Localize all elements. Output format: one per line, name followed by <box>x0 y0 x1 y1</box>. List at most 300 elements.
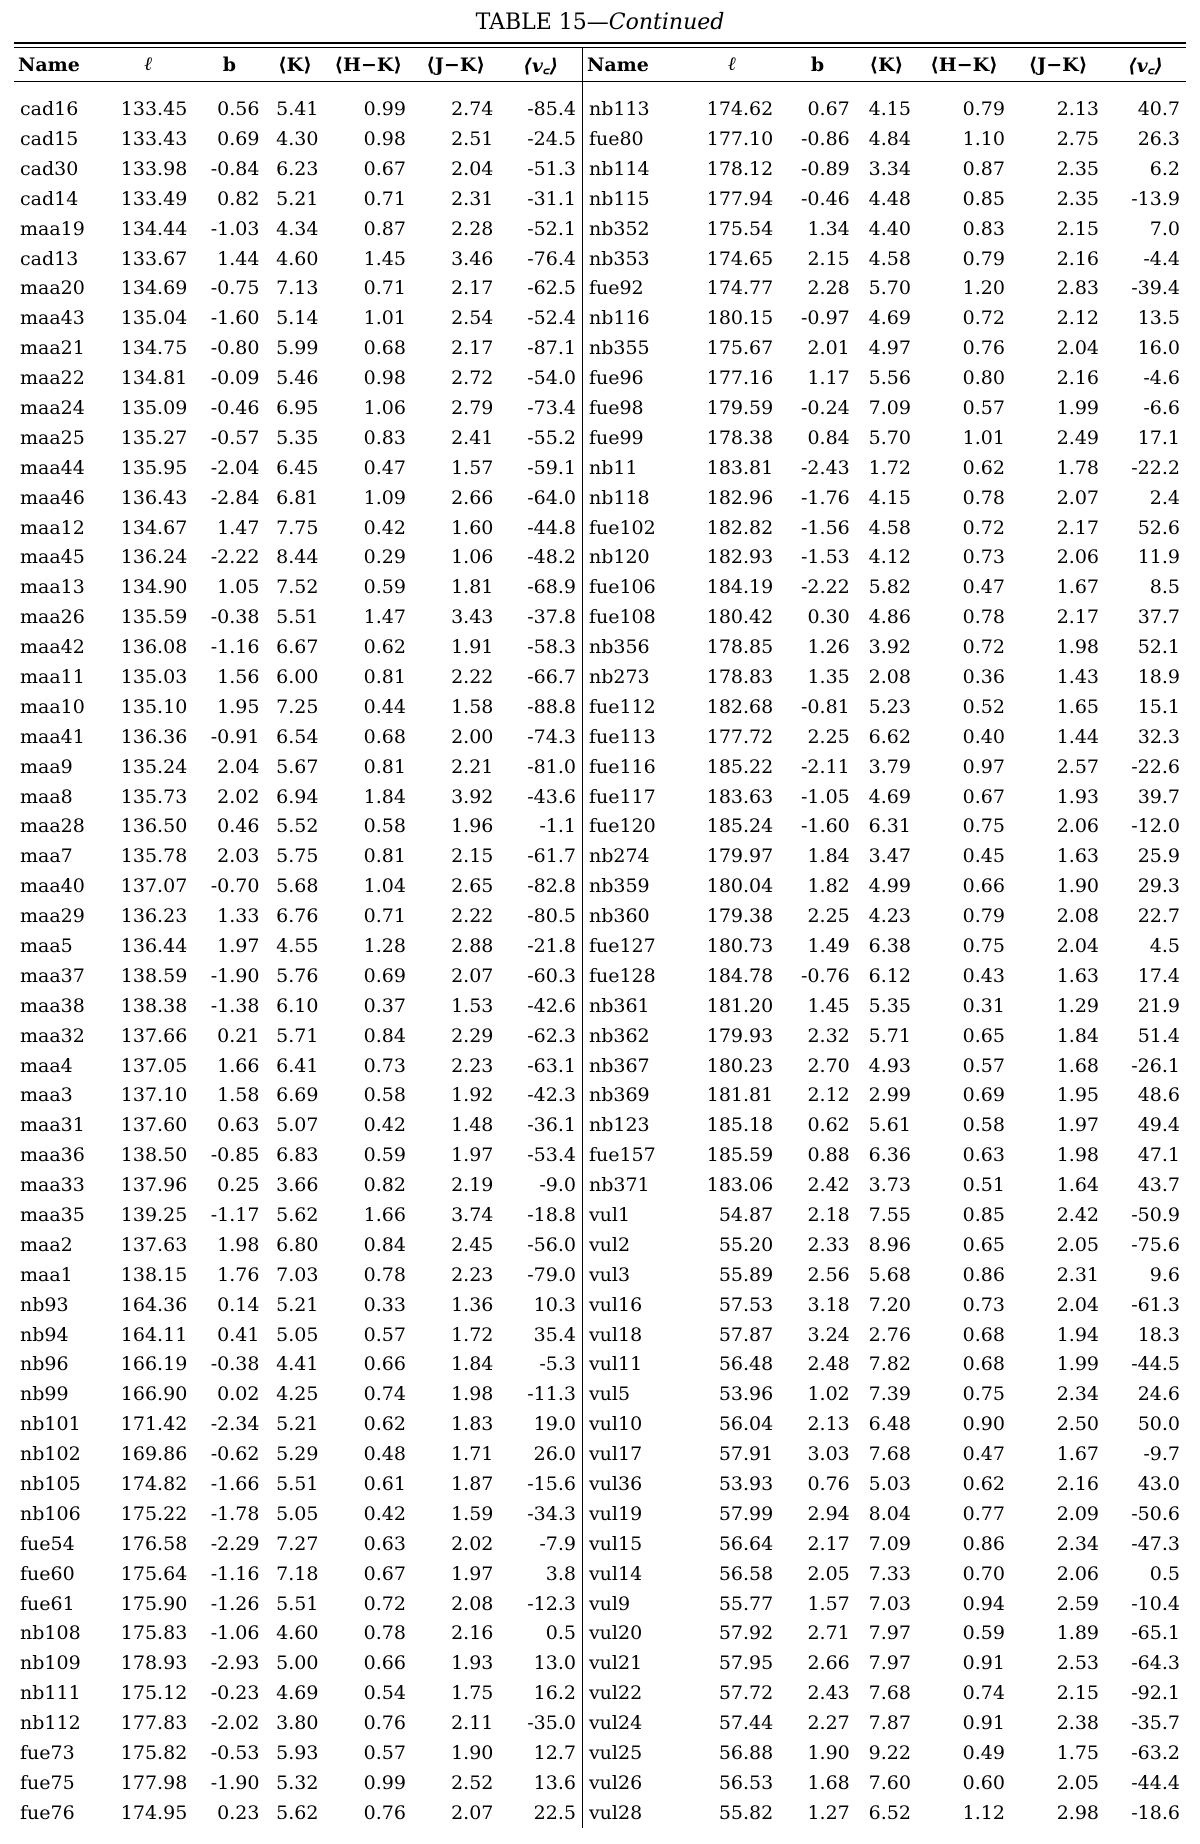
cell-b: 1.27 <box>807 1801 850 1824</box>
cell-b: 1.97 <box>217 934 260 957</box>
cell-l: 184.19 <box>706 576 774 599</box>
cell-j-k: 2.35 <box>1056 157 1099 180</box>
cell-j-k: 1.95 <box>1056 1084 1099 1107</box>
header-row <box>14 48 1186 82</box>
cell-h-k: 0.52 <box>962 695 1005 718</box>
cell-b: 0.02 <box>217 1383 260 1406</box>
cell-h-k: 0.51 <box>962 1174 1005 1197</box>
cell-h-k: 0.71 <box>363 277 406 300</box>
cell-l: 134.81 <box>120 367 188 390</box>
cell-name: nb371 <box>588 1174 650 1197</box>
cell-k: 7.25 <box>276 695 319 718</box>
cell-h-k: 0.69 <box>962 1084 1005 1107</box>
cell-l: 135.24 <box>120 755 188 778</box>
cell-h-k: 0.69 <box>363 964 406 987</box>
cell-j-k: 2.06 <box>1056 1562 1099 1585</box>
cell-b: 2.94 <box>807 1502 850 1525</box>
cell-l: 182.96 <box>706 486 774 509</box>
cell-b: 0.56 <box>217 98 260 120</box>
header-k: ⟨K⟩ <box>265 48 324 82</box>
cell-name: nb360 <box>588 905 650 928</box>
table-row <box>14 1379 1186 1409</box>
cell-b: -0.85 <box>210 1144 260 1167</box>
cell-j-k: 2.08 <box>451 1592 494 1615</box>
cell-h-k: 1.28 <box>363 934 406 957</box>
cell-h-k: 0.72 <box>363 1592 406 1615</box>
cell-l: 181.81 <box>706 1084 774 1107</box>
cell-name: vul28 <box>588 1801 643 1824</box>
cell-l: 137.60 <box>120 1114 188 1137</box>
cell-l: 175.12 <box>120 1682 188 1705</box>
cell-h-k: 0.78 <box>962 606 1005 629</box>
cell-k: 5.14 <box>276 307 319 330</box>
cell-j-k: 1.63 <box>1056 845 1099 868</box>
cell-b: 0.67 <box>807 98 850 120</box>
cell-name: maa32 <box>20 1024 85 1047</box>
cell-name: cad15 <box>20 127 79 150</box>
cell-b: 2.02 <box>217 785 260 808</box>
cell-h-k: 0.87 <box>363 217 406 240</box>
cell-vc: 18.3 <box>1137 1323 1180 1346</box>
cell-b: 2.15 <box>807 247 850 270</box>
cell-b: -0.46 <box>801 187 850 210</box>
cell-k: 6.95 <box>276 396 319 419</box>
table-row <box>14 1350 1186 1380</box>
cell-h-k: 0.81 <box>363 665 406 688</box>
cell-j-k: 2.79 <box>451 396 494 419</box>
table-row <box>14 1260 1186 1290</box>
cell-b: 2.43 <box>807 1682 850 1705</box>
cell-vc: 40.7 <box>1137 98 1180 120</box>
cell-b: 2.66 <box>807 1652 850 1675</box>
cell-vc: -43.6 <box>499 782 582 812</box>
cell-vc: -44.5 <box>1131 1353 1180 1376</box>
cell-vc: -62.3 <box>499 1021 582 1051</box>
cell-j-k: 1.84 <box>1056 1024 1099 1047</box>
cell-l: 134.75 <box>120 337 188 360</box>
cell-vc: 15.1 <box>1137 695 1180 718</box>
cell-h-k: 0.67 <box>962 785 1005 808</box>
cell-name: fue113 <box>588 725 656 748</box>
cell-k: 7.68 <box>868 1682 911 1705</box>
cell-name: maa33 <box>20 1174 85 1197</box>
cell-name: vul2 <box>588 1233 631 1256</box>
cell-name: maa44 <box>20 456 85 479</box>
cell-j-k: 2.16 <box>1056 247 1099 270</box>
cell-h-k: 0.85 <box>962 187 1005 210</box>
cell-h-k: 0.86 <box>962 1263 1005 1286</box>
cell-l: 134.67 <box>120 516 188 539</box>
data-table <box>14 48 1186 1828</box>
cell-j-k: 2.13 <box>1056 98 1099 120</box>
cell-name: fue99 <box>588 426 644 449</box>
cell-h-k: 0.73 <box>363 1054 406 1077</box>
cell-vc: -18.8 <box>499 1200 582 1230</box>
cell-k: 4.55 <box>276 934 319 957</box>
cell-name: nb352 <box>588 217 650 240</box>
header-name: Name <box>14 48 104 82</box>
cell-k: 5.05 <box>276 1323 319 1346</box>
cell-h-k: 0.58 <box>962 1114 1005 1137</box>
cell-j-k: 2.49 <box>1056 426 1099 449</box>
cell-l: 179.38 <box>706 905 774 928</box>
cell-l: 174.62 <box>706 98 774 120</box>
cell-k: 3.34 <box>868 157 911 180</box>
cell-b: 0.23 <box>217 1801 260 1824</box>
cell-k: 7.97 <box>868 1622 911 1645</box>
cell-l: 56.48 <box>718 1353 774 1376</box>
cell-k: 8.44 <box>276 546 319 569</box>
cell-k: 6.41 <box>276 1054 319 1077</box>
cell-b: -0.84 <box>210 157 260 180</box>
cell-b: -1.53 <box>801 546 850 569</box>
cell-k: 6.12 <box>868 964 911 987</box>
cell-l: 175.67 <box>706 337 774 360</box>
cell-b: -0.75 <box>210 277 260 300</box>
cell-h-k: 0.79 <box>962 98 1005 120</box>
cell-vc: 4.5 <box>1149 934 1180 957</box>
cell-l: 56.04 <box>718 1413 774 1436</box>
cell-b: -1.17 <box>210 1204 260 1226</box>
cell-vc: 7.0 <box>1149 217 1180 240</box>
cell-j-k: 2.02 <box>451 1532 494 1555</box>
cell-k: 5.62 <box>276 1204 319 1226</box>
cell-b: 2.71 <box>807 1622 850 1645</box>
header-l: ℓ <box>685 48 779 82</box>
cell-b: 0.14 <box>217 1293 260 1316</box>
cell-j-k: 1.83 <box>451 1413 494 1436</box>
cell-vc: -80.5 <box>499 901 582 931</box>
cell-h-k: 0.43 <box>962 964 1005 987</box>
cell-b: -1.03 <box>210 217 260 240</box>
cell-l: 134.90 <box>120 576 188 599</box>
table-row <box>14 1230 1186 1260</box>
cell-b: 0.30 <box>807 606 850 629</box>
cell-l: 133.67 <box>120 247 188 270</box>
cell-h-k: 1.01 <box>962 426 1005 449</box>
cell-b: -0.97 <box>801 307 850 330</box>
cell-j-k: 1.98 <box>1056 636 1099 659</box>
cell-l: 178.38 <box>706 426 774 449</box>
cell-name: fue120 <box>588 815 656 838</box>
table-title <box>14 8 1186 38</box>
cell-l: 138.50 <box>120 1144 188 1167</box>
cell-h-k: 0.81 <box>363 845 406 868</box>
cell-h-k: 1.10 <box>962 127 1005 150</box>
cell-h-k: 0.84 <box>363 1233 406 1256</box>
cell-b: -0.76 <box>801 964 850 987</box>
cell-h-k: 0.71 <box>363 187 406 210</box>
cell-name: maa42 <box>20 636 85 659</box>
cell-k: 4.15 <box>868 98 911 120</box>
cell-l: 179.59 <box>706 396 774 419</box>
cell-h-k: 0.78 <box>363 1622 406 1645</box>
cell-j-k: 1.99 <box>1056 1353 1099 1376</box>
cell-l: 175.82 <box>120 1742 188 1765</box>
cell-h-k: 0.40 <box>962 725 1005 748</box>
cell-j-k: 2.04 <box>1056 1293 1099 1316</box>
cell-vc: -58.3 <box>499 632 582 662</box>
cell-j-k: 2.83 <box>1056 277 1099 300</box>
cell-b: 3.18 <box>807 1293 850 1316</box>
cell-h-k: 0.86 <box>962 1532 1005 1555</box>
cell-j-k: 2.07 <box>451 964 494 987</box>
cell-k: 7.87 <box>868 1712 911 1735</box>
cell-h-k: 0.85 <box>962 1204 1005 1226</box>
table-row <box>14 1798 1186 1828</box>
cell-name: maa12 <box>20 516 85 539</box>
cell-k: 7.09 <box>868 396 911 419</box>
cell-vc: 0.5 <box>1149 1562 1180 1585</box>
cell-l: 180.04 <box>706 875 774 898</box>
cell-b: -0.89 <box>801 157 850 180</box>
cell-l: 182.68 <box>706 695 774 718</box>
cell-k: 5.07 <box>276 1114 319 1137</box>
table-row <box>14 722 1186 752</box>
cell-vc: 50.0 <box>1137 1413 1180 1436</box>
cell-b: -2.04 <box>210 456 260 479</box>
cell-vc: -59.1 <box>499 453 582 483</box>
cell-j-k: 1.89 <box>1056 1622 1099 1645</box>
cell-b: 2.25 <box>807 905 850 928</box>
cell-b: -1.56 <box>801 516 850 539</box>
cell-vc: -12.0 <box>1131 815 1180 838</box>
cell-name: nb101 <box>20 1413 81 1436</box>
cell-k: 5.61 <box>868 1114 911 1137</box>
cell-l: 133.45 <box>120 98 188 120</box>
cell-vc: -4.4 <box>1143 247 1180 270</box>
cell-vc: -47.3 <box>1131 1532 1180 1555</box>
cell-name: fue128 <box>588 964 656 987</box>
cell-vc: -68.9 <box>499 572 582 602</box>
cell-k: 6.31 <box>868 815 911 838</box>
cell-l: 139.25 <box>120 1204 188 1226</box>
cell-name: vul26 <box>588 1771 643 1794</box>
cell-k: 4.99 <box>868 875 911 898</box>
cell-j-k: 2.09 <box>1056 1502 1099 1525</box>
table-row <box>14 82 1186 125</box>
cell-name: vul24 <box>588 1712 643 1735</box>
cell-name: vul1 <box>588 1204 631 1226</box>
cell-name: nb273 <box>588 665 650 688</box>
cell-name: nb367 <box>588 1054 650 1077</box>
cell-vc: 17.1 <box>1137 426 1180 449</box>
cell-l: 174.95 <box>120 1801 188 1824</box>
cell-l: 137.63 <box>120 1233 188 1256</box>
cell-name: nb369 <box>588 1084 650 1107</box>
cell-k: 7.03 <box>868 1592 911 1615</box>
cell-b: -1.66 <box>210 1473 260 1496</box>
cell-j-k: 2.05 <box>1056 1233 1099 1256</box>
cell-vc: -34.3 <box>499 1499 582 1529</box>
table-row <box>14 1499 1186 1529</box>
cell-b: 1.45 <box>807 994 850 1017</box>
cell-k: 3.66 <box>276 1174 319 1197</box>
cell-l: 176.58 <box>120 1532 188 1555</box>
cell-k: 5.76 <box>276 964 319 987</box>
table-row <box>14 1021 1186 1051</box>
cell-name: vul17 <box>588 1443 643 1466</box>
cell-k: 6.23 <box>276 157 319 180</box>
cell-k: 7.82 <box>868 1353 911 1376</box>
cell-vc: -53.4 <box>499 1140 582 1170</box>
table-row <box>14 483 1186 513</box>
cell-k: 2.99 <box>868 1084 911 1107</box>
cell-j-k: 1.75 <box>1056 1742 1099 1765</box>
table-row <box>14 423 1186 453</box>
cell-name: maa2 <box>20 1233 73 1256</box>
cell-h-k: 0.31 <box>962 994 1005 1017</box>
cell-name: maa41 <box>20 725 85 748</box>
cell-vc: 43.0 <box>1137 1473 1180 1496</box>
cell-h-k: 0.80 <box>962 367 1005 390</box>
cell-b: -1.78 <box>210 1502 260 1525</box>
cell-k: 5.67 <box>276 755 319 778</box>
cell-name: maa43 <box>20 307 85 330</box>
cell-b: -0.57 <box>210 426 260 449</box>
cell-l: 183.63 <box>706 785 774 808</box>
cell-k: 4.69 <box>276 1682 319 1705</box>
cell-name: maa31 <box>20 1114 85 1137</box>
cell-name: nb109 <box>20 1652 81 1675</box>
cell-l: 178.93 <box>120 1652 188 1675</box>
cell-l: 138.59 <box>120 964 188 987</box>
cell-b: -2.11 <box>801 755 850 778</box>
cell-name: maa3 <box>20 1084 73 1107</box>
cell-h-k: 0.57 <box>962 396 1005 419</box>
cell-name: maa37 <box>20 964 85 987</box>
cell-name: fue75 <box>20 1771 75 1794</box>
cell-name: vul22 <box>588 1682 643 1705</box>
cell-h-k: 0.59 <box>363 1144 406 1167</box>
cell-h-k: 0.94 <box>962 1592 1005 1615</box>
cell-l: 133.49 <box>120 187 188 210</box>
cell-name: nb353 <box>588 247 650 270</box>
cell-k: 5.82 <box>868 576 911 599</box>
cell-l: 185.18 <box>706 1114 774 1137</box>
header-b: b <box>779 48 856 82</box>
cell-vc: -60.3 <box>499 961 582 991</box>
cell-l: 135.78 <box>120 845 188 868</box>
cell-k: 7.39 <box>868 1383 911 1406</box>
table-row <box>14 273 1186 303</box>
cell-l: 137.10 <box>120 1084 188 1107</box>
cell-b: 3.24 <box>807 1323 850 1346</box>
table-row <box>14 782 1186 812</box>
cell-k: 3.47 <box>868 845 911 868</box>
cell-vc: 13.6 <box>499 1768 582 1798</box>
cell-vc: 2.4 <box>1149 486 1180 509</box>
table-title-continued: Continued <box>608 10 725 35</box>
cell-b: -0.62 <box>210 1443 260 1466</box>
cell-b: 2.56 <box>807 1263 850 1286</box>
cell-l: 164.36 <box>120 1293 188 1316</box>
cell-vc: 29.3 <box>1137 875 1180 898</box>
cell-h-k: 0.76 <box>363 1801 406 1824</box>
cell-name: nb108 <box>20 1622 81 1645</box>
cell-b: -2.93 <box>210 1652 260 1675</box>
cell-b: 1.68 <box>807 1771 850 1794</box>
cell-j-k: 1.36 <box>451 1293 494 1316</box>
cell-name: fue117 <box>588 785 656 808</box>
table-row <box>14 1290 1186 1320</box>
cell-b: 2.27 <box>807 1712 850 1735</box>
cell-h-k: 0.63 <box>363 1532 406 1555</box>
cell-h-k: 0.98 <box>363 127 406 150</box>
cell-h-k: 0.29 <box>363 546 406 569</box>
cell-vc: 49.4 <box>1137 1114 1180 1137</box>
cell-b: 1.35 <box>807 665 850 688</box>
cell-name: nb116 <box>588 307 650 330</box>
cell-h-k: 0.70 <box>962 1562 1005 1585</box>
cell-l: 177.72 <box>706 725 774 748</box>
cell-b: -1.76 <box>801 486 850 509</box>
cell-vc: -42.6 <box>499 991 582 1021</box>
table-row <box>14 1081 1186 1111</box>
header-vc: ⟨v꜀⟩ <box>499 48 582 82</box>
cell-b: 0.63 <box>217 1114 260 1137</box>
cell-j-k: 3.74 <box>451 1204 494 1226</box>
cell-k: 5.68 <box>276 875 319 898</box>
cell-k: 4.58 <box>868 516 911 539</box>
cell-h-k: 1.66 <box>363 1204 406 1226</box>
cell-k: 7.97 <box>868 1652 911 1675</box>
cell-b: -0.81 <box>801 695 850 718</box>
cell-b: 1.26 <box>807 636 850 659</box>
table-row <box>14 991 1186 1021</box>
cell-k: 4.41 <box>276 1353 319 1376</box>
cell-name: nb118 <box>588 486 650 509</box>
cell-h-k: 1.09 <box>363 486 406 509</box>
cell-vc: -82.8 <box>499 871 582 901</box>
cell-k: 6.10 <box>276 994 319 1017</box>
cell-h-k: 0.45 <box>962 845 1005 868</box>
cell-l: 166.19 <box>120 1353 188 1376</box>
cell-name: nb356 <box>588 636 650 659</box>
cell-b: -0.80 <box>210 337 260 360</box>
cell-j-k: 1.98 <box>451 1383 494 1406</box>
cell-b: 1.95 <box>217 695 260 718</box>
cell-name: maa28 <box>20 815 85 838</box>
cell-h-k: 0.71 <box>363 905 406 928</box>
cell-l: 135.04 <box>120 307 188 330</box>
cell-b: 2.18 <box>807 1204 850 1226</box>
cell-k: 4.69 <box>868 785 911 808</box>
cell-name: nb99 <box>20 1383 69 1406</box>
cell-name: vul11 <box>588 1353 643 1376</box>
cell-vc: -56.0 <box>499 1230 582 1260</box>
cell-name: maa4 <box>20 1054 73 1077</box>
cell-k: 6.94 <box>276 785 319 808</box>
cell-j-k: 2.16 <box>451 1622 494 1645</box>
cell-b: 1.66 <box>217 1054 260 1077</box>
cell-b: -2.02 <box>210 1712 260 1735</box>
cell-j-k: 2.17 <box>451 337 494 360</box>
cell-b: 2.01 <box>807 337 850 360</box>
cell-b: 1.58 <box>217 1084 260 1107</box>
cell-b: 0.41 <box>217 1323 260 1346</box>
cell-j-k: 2.17 <box>1056 606 1099 629</box>
cell-vc: 10.3 <box>499 1290 582 1320</box>
cell-name: maa38 <box>20 994 85 1017</box>
cell-vc: -75.6 <box>1131 1233 1180 1256</box>
cell-j-k: 2.06 <box>1056 546 1099 569</box>
cell-j-k: 1.81 <box>451 576 494 599</box>
header-name: Name <box>582 48 685 82</box>
cell-b: -1.16 <box>210 636 260 659</box>
cell-b: -0.70 <box>210 875 260 898</box>
cell-j-k: 3.92 <box>451 785 494 808</box>
